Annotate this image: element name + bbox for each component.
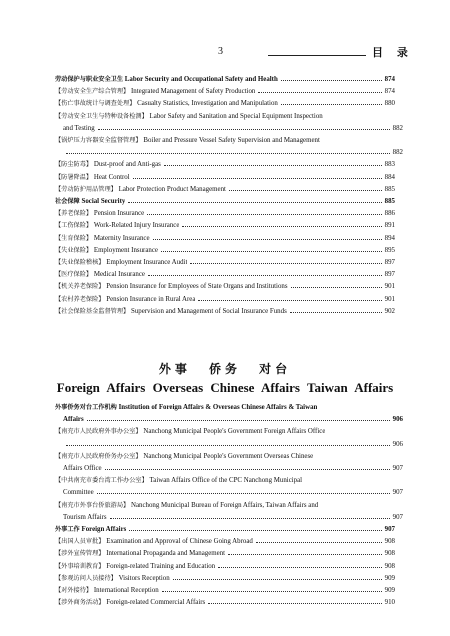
toc-entry-english: Examination and Approval of Chinese Going Abroad bbox=[106, 538, 253, 546]
toc-entry-english: Integrated Management of Safety Production bbox=[130, 88, 256, 96]
toc-entry-chinese: 【失业保险稽核】 bbox=[55, 259, 105, 267]
toc-page-number: 895 bbox=[384, 246, 395, 254]
toc-entry-label bbox=[55, 597, 205, 609]
toc-entry-continuation bbox=[0, 123, 450, 135]
toc-leader-dots bbox=[148, 275, 382, 276]
toc-entry-label bbox=[55, 196, 125, 208]
toc-section-foreign-affairs bbox=[0, 402, 450, 609]
toc-entry-chinese: 【劳动防护用品管理】 bbox=[55, 185, 117, 193]
toc-entry-label bbox=[55, 269, 145, 281]
toc-entry-english: and Testing bbox=[63, 124, 95, 132]
toc-entry-english: Nanchong Municipal Bureau of Foreign Affairs, Taiwan Affairs and bbox=[130, 501, 319, 509]
toc-entry-english: Heat Control bbox=[93, 173, 130, 181]
toc-entry-label bbox=[55, 245, 158, 257]
toc-page-number: 907 bbox=[392, 513, 403, 521]
toc-entry-chinese: 【工伤保险】 bbox=[55, 222, 93, 230]
toc-entry-english: Labor Protection Product Management bbox=[118, 185, 226, 193]
toc-page-number: 906 bbox=[392, 416, 403, 424]
toc-leader-dots bbox=[208, 603, 381, 604]
toc-entry-english: Social Security bbox=[81, 198, 126, 206]
toc-leader-dots bbox=[291, 287, 382, 288]
toc-entry-continuation bbox=[0, 512, 450, 524]
toc-entry bbox=[0, 98, 450, 110]
toc-entry-english: Dust-proof and Anti-gas bbox=[93, 161, 161, 169]
toc-entry-label bbox=[55, 86, 255, 98]
toc-page-number: 908 bbox=[384, 538, 395, 546]
toc-leader-dots bbox=[190, 263, 381, 264]
toc-entry-chinese: 【涉外宣传管理】 bbox=[55, 550, 105, 558]
toc-entry-english: Pension Insurance bbox=[93, 210, 145, 218]
toc-entry-label bbox=[55, 548, 225, 560]
toc-entry-english: Visitors Reception bbox=[118, 574, 170, 582]
toc-entry-chinese: 劳动保护与职业安全卫生 bbox=[55, 76, 124, 83]
toc-entry-english: Committee bbox=[63, 489, 94, 497]
toc-entry-label bbox=[55, 184, 226, 196]
toc-entry-label bbox=[55, 233, 150, 245]
toc-entry-chinese: 【医疗保险】 bbox=[55, 271, 93, 279]
toc-entry-chinese: 【机关养老保险】 bbox=[55, 283, 105, 291]
part-title bbox=[0, 360, 450, 396]
toc-leader-dots bbox=[164, 165, 382, 166]
toc-page-number: 909 bbox=[384, 574, 395, 582]
toc-entry-label bbox=[55, 500, 318, 512]
toc-entry-english: Tourism Affairs bbox=[63, 513, 107, 521]
toc-leader-dots bbox=[290, 312, 382, 313]
toc-entry-label bbox=[63, 463, 102, 475]
toc-entry-chinese: 【对外接待】 bbox=[55, 587, 93, 595]
toc-entry-chinese: 【外事培训教育】 bbox=[55, 562, 105, 570]
toc-entry-label bbox=[55, 426, 325, 438]
toc-page-number: 901 bbox=[384, 295, 395, 303]
toc-page-number: 907 bbox=[392, 489, 403, 497]
toc-entry bbox=[0, 220, 450, 232]
toc-entry bbox=[0, 597, 450, 609]
toc-entry bbox=[0, 208, 450, 220]
toc-leader-dots bbox=[182, 226, 381, 227]
toc-page-number: 908 bbox=[384, 550, 395, 558]
toc-page-number: 886 bbox=[384, 210, 395, 218]
toc-leader-dots bbox=[129, 530, 381, 531]
toc-entry-label bbox=[55, 561, 215, 573]
toc-entry-label bbox=[55, 281, 288, 293]
toc-entry-english: Nanchong Municipal People's Government Foreign Affairs Office bbox=[143, 428, 326, 436]
toc-entry-label bbox=[55, 135, 320, 147]
toc-leader-dots bbox=[66, 153, 390, 154]
toc-page-number: 883 bbox=[384, 161, 395, 169]
toc-entry-label bbox=[55, 208, 144, 220]
toc-entry-chinese: 【南充市外事台侨旅游局】 bbox=[55, 501, 130, 509]
toc-page-number: 880 bbox=[384, 100, 395, 108]
toc-page-number: 882 bbox=[392, 149, 403, 157]
toc-entry-english: Labor Safety and Sanitation and Special Equipment Inspection bbox=[149, 112, 323, 120]
toc-entry-label bbox=[63, 123, 95, 135]
toc-entry-chinese: 【南充市人民政府外事办公室】 bbox=[55, 428, 142, 436]
toc-leader-dots bbox=[281, 80, 382, 81]
toc-entry-english: Maternity Insurance bbox=[93, 234, 150, 242]
toc-entry-chinese: 【社会保险基金监督管理】 bbox=[55, 307, 130, 315]
toc-leader-dots bbox=[128, 202, 381, 203]
toc-entry bbox=[0, 426, 450, 438]
toc-entry-chinese: 【锅炉压力容器安全监督管理】 bbox=[55, 137, 142, 145]
toc-entry-chinese: 【养老保险】 bbox=[55, 210, 93, 218]
toc-leader-dots bbox=[228, 554, 382, 555]
toc-entry-english: International Reception bbox=[93, 587, 159, 595]
toc-page-number: 901 bbox=[384, 283, 395, 291]
header-rule bbox=[268, 55, 366, 56]
toc-leader-dots bbox=[256, 542, 382, 543]
toc-entry bbox=[0, 294, 450, 306]
toc-entry-label bbox=[55, 74, 278, 86]
toc-entry bbox=[0, 585, 450, 597]
toc-entry-label bbox=[55, 98, 278, 110]
toc-entry-chinese: 【参观访问人员接待】 bbox=[55, 574, 117, 582]
toc-entry bbox=[0, 257, 450, 269]
toc-entry-label bbox=[55, 257, 187, 269]
toc-page-number: 909 bbox=[384, 587, 395, 595]
toc-entry bbox=[0, 269, 450, 281]
toc-entry-continuation bbox=[0, 439, 450, 451]
toc-entry-continuation bbox=[0, 147, 450, 159]
toc-entry-english: Boiler and Pressure Vessel Safety Supervision and Management bbox=[143, 137, 320, 145]
toc-leader-dots bbox=[162, 591, 382, 592]
toc-entry-chinese: 【生育保险】 bbox=[55, 234, 93, 242]
toc-entry-english: Casualty Statistics, Investigation and Manipulation bbox=[137, 100, 278, 108]
toc-page-number: 884 bbox=[384, 173, 395, 181]
toc-entry bbox=[0, 245, 450, 257]
toc-entry-label bbox=[55, 475, 302, 487]
toc-page-number: 906 bbox=[392, 440, 403, 448]
toc-heading-entry bbox=[0, 402, 450, 414]
toc-entry-english: Supervision and Management of Social Insurance Funds bbox=[130, 307, 287, 315]
toc-entry bbox=[0, 306, 450, 318]
toc-page-number: 902 bbox=[384, 307, 395, 315]
toc-heading-entry bbox=[0, 524, 450, 536]
toc-entry-english: Pension Insurance for Employees of State Organs and Institutions bbox=[106, 283, 288, 291]
toc-entry-english: Foreign-related Commercial Affairs bbox=[106, 599, 206, 607]
toc-entry bbox=[0, 561, 450, 573]
toc-entry bbox=[0, 159, 450, 171]
toc-page-number: 891 bbox=[384, 222, 395, 230]
toc-entry-label bbox=[55, 220, 179, 232]
toc-entry-english: Nanchong Municipal People's Government Overseas Chinese bbox=[143, 452, 314, 460]
toc-entry bbox=[0, 135, 450, 147]
toc-entry-chinese: 【劳动安全生产综合管理】 bbox=[55, 88, 130, 96]
toc-entry-label bbox=[55, 159, 161, 171]
toc-entry-english: Labor Security and Occupational Safety and Health bbox=[124, 76, 278, 83]
part-title-english: Foreign Affairs Overseas Chinese Affairs Taiwan Affairs bbox=[56, 380, 394, 395]
toc-entry bbox=[0, 475, 450, 487]
toc-entry-label bbox=[63, 414, 84, 426]
part-title-chinese: 外事 侨务 对台 bbox=[158, 362, 292, 376]
toc-heading-entry bbox=[0, 414, 450, 426]
toc-page-number: 907 bbox=[392, 465, 403, 473]
toc-entry-english: Institution of Foreign Affairs & Overseas Chinese Affairs & Taiwan bbox=[118, 404, 318, 411]
toc-entry-chinese: 外事工作 bbox=[55, 526, 80, 534]
toc-leader-dots bbox=[258, 92, 381, 93]
toc-leader-dots bbox=[281, 104, 382, 105]
toc-entry-label bbox=[55, 573, 170, 585]
toc-leader-dots bbox=[133, 178, 382, 179]
toc-entry-english: International Propaganda and Management bbox=[106, 550, 226, 558]
toc-entry-label bbox=[55, 524, 126, 536]
toc-leader-dots bbox=[87, 420, 390, 421]
toc-entry-label bbox=[55, 294, 195, 306]
page-number: 3 bbox=[218, 46, 223, 57]
toc-entry-chinese: 【中共南充市委台湾工作办公室】 bbox=[55, 477, 148, 485]
toc-entry-chinese: 【伤亡事故统计与调查处理】 bbox=[55, 100, 136, 108]
toc-entry-label bbox=[55, 402, 317, 414]
toc-heading-entry bbox=[0, 196, 450, 208]
toc-heading-entry bbox=[0, 74, 450, 86]
toc-entry bbox=[0, 111, 450, 123]
toc-entry bbox=[0, 451, 450, 463]
toc-entry-english: Affairs Office bbox=[63, 465, 102, 473]
toc-leader-dots bbox=[97, 493, 390, 494]
toc-leader-dots bbox=[66, 445, 390, 446]
toc-entry-label bbox=[55, 306, 287, 318]
toc-entry-chinese: 【南充市人民政府侨务办公室】 bbox=[55, 452, 142, 460]
toc-entry-english: Medical Insurance bbox=[93, 271, 145, 279]
toc-page-number: 874 bbox=[384, 76, 395, 83]
toc-page-number: 907 bbox=[384, 526, 395, 534]
toc-entry-label bbox=[55, 585, 159, 597]
toc-page-number: 910 bbox=[384, 599, 395, 607]
toc-page-number: 908 bbox=[384, 562, 395, 570]
toc-entry-chinese: 外事侨务对台工作机构 bbox=[55, 404, 117, 411]
toc-entry-english: Employment Insurance Audit bbox=[106, 259, 188, 267]
toc-page-number: 874 bbox=[384, 88, 395, 96]
page-header bbox=[0, 44, 450, 64]
toc-leader-dots bbox=[173, 579, 382, 580]
toc-entry bbox=[0, 536, 450, 548]
toc-entry-english: Pension Insurance in Rural Area bbox=[106, 295, 196, 303]
toc-section-labor-social bbox=[0, 74, 450, 318]
toc-leader-dots bbox=[153, 239, 382, 240]
toc-entry-chinese: 【劳动安全卫生与特种设备检测】 bbox=[55, 112, 148, 120]
toc-entry-label bbox=[55, 451, 313, 463]
toc-entry-chinese: 【失业保险】 bbox=[55, 246, 93, 254]
toc-entry-chinese: 【农村养老保险】 bbox=[55, 295, 105, 303]
toc-entry-english: Affairs bbox=[63, 416, 84, 424]
toc-leader-dots bbox=[105, 469, 390, 470]
toc-entry-label bbox=[63, 512, 107, 524]
toc-entry bbox=[0, 233, 450, 245]
toc-page-number: 885 bbox=[384, 185, 395, 193]
toc-entry-english: Taiwan Affairs Office of the CPC Nanchong Municipal bbox=[149, 477, 303, 485]
toc-entry-label bbox=[63, 487, 94, 499]
toc-entry bbox=[0, 172, 450, 184]
toc-entry-chinese: 【涉外商务活动】 bbox=[55, 599, 105, 607]
toc-entry-chinese: 【出国人员审批】 bbox=[55, 538, 105, 546]
toc-leader-dots bbox=[229, 190, 382, 191]
toc-leader-dots bbox=[161, 251, 382, 252]
toc-page-number: 882 bbox=[392, 124, 403, 132]
toc-leader-dots bbox=[98, 129, 390, 130]
toc-entry-continuation bbox=[0, 463, 450, 475]
header-title: 目 录 bbox=[372, 46, 413, 59]
toc-entry bbox=[0, 548, 450, 560]
toc-page-number: 897 bbox=[384, 271, 395, 279]
toc-entry bbox=[0, 573, 450, 585]
toc-leader-dots bbox=[110, 518, 390, 519]
toc-entry-continuation bbox=[0, 487, 450, 499]
toc-entry bbox=[0, 184, 450, 196]
toc-entry-chinese: 【防暑降温】 bbox=[55, 173, 93, 181]
toc-page-number: 894 bbox=[384, 234, 395, 242]
toc-entry-label bbox=[55, 536, 253, 548]
toc-entry bbox=[0, 500, 450, 512]
toc-entry bbox=[0, 281, 450, 293]
toc-entry-english: Foreign-related Training and Education bbox=[106, 562, 216, 570]
toc-entry-english: Employment Insurance bbox=[93, 246, 158, 254]
toc-entry-chinese: 社会保障 bbox=[55, 198, 80, 206]
toc-entry-label bbox=[55, 172, 130, 184]
toc-page-number: 897 bbox=[384, 259, 395, 267]
toc-entry-chinese: 【防尘防毒】 bbox=[55, 161, 93, 169]
toc-entry-english: Foreign Affairs bbox=[81, 526, 127, 534]
toc-page-number: 885 bbox=[384, 198, 395, 206]
toc-leader-dots bbox=[198, 300, 381, 301]
toc-entry-english: Work-Related Injury Insurance bbox=[93, 222, 180, 230]
toc-leader-dots bbox=[147, 214, 381, 215]
toc-entry bbox=[0, 86, 450, 98]
toc-leader-dots bbox=[218, 567, 382, 568]
toc-entry-label bbox=[55, 111, 323, 123]
